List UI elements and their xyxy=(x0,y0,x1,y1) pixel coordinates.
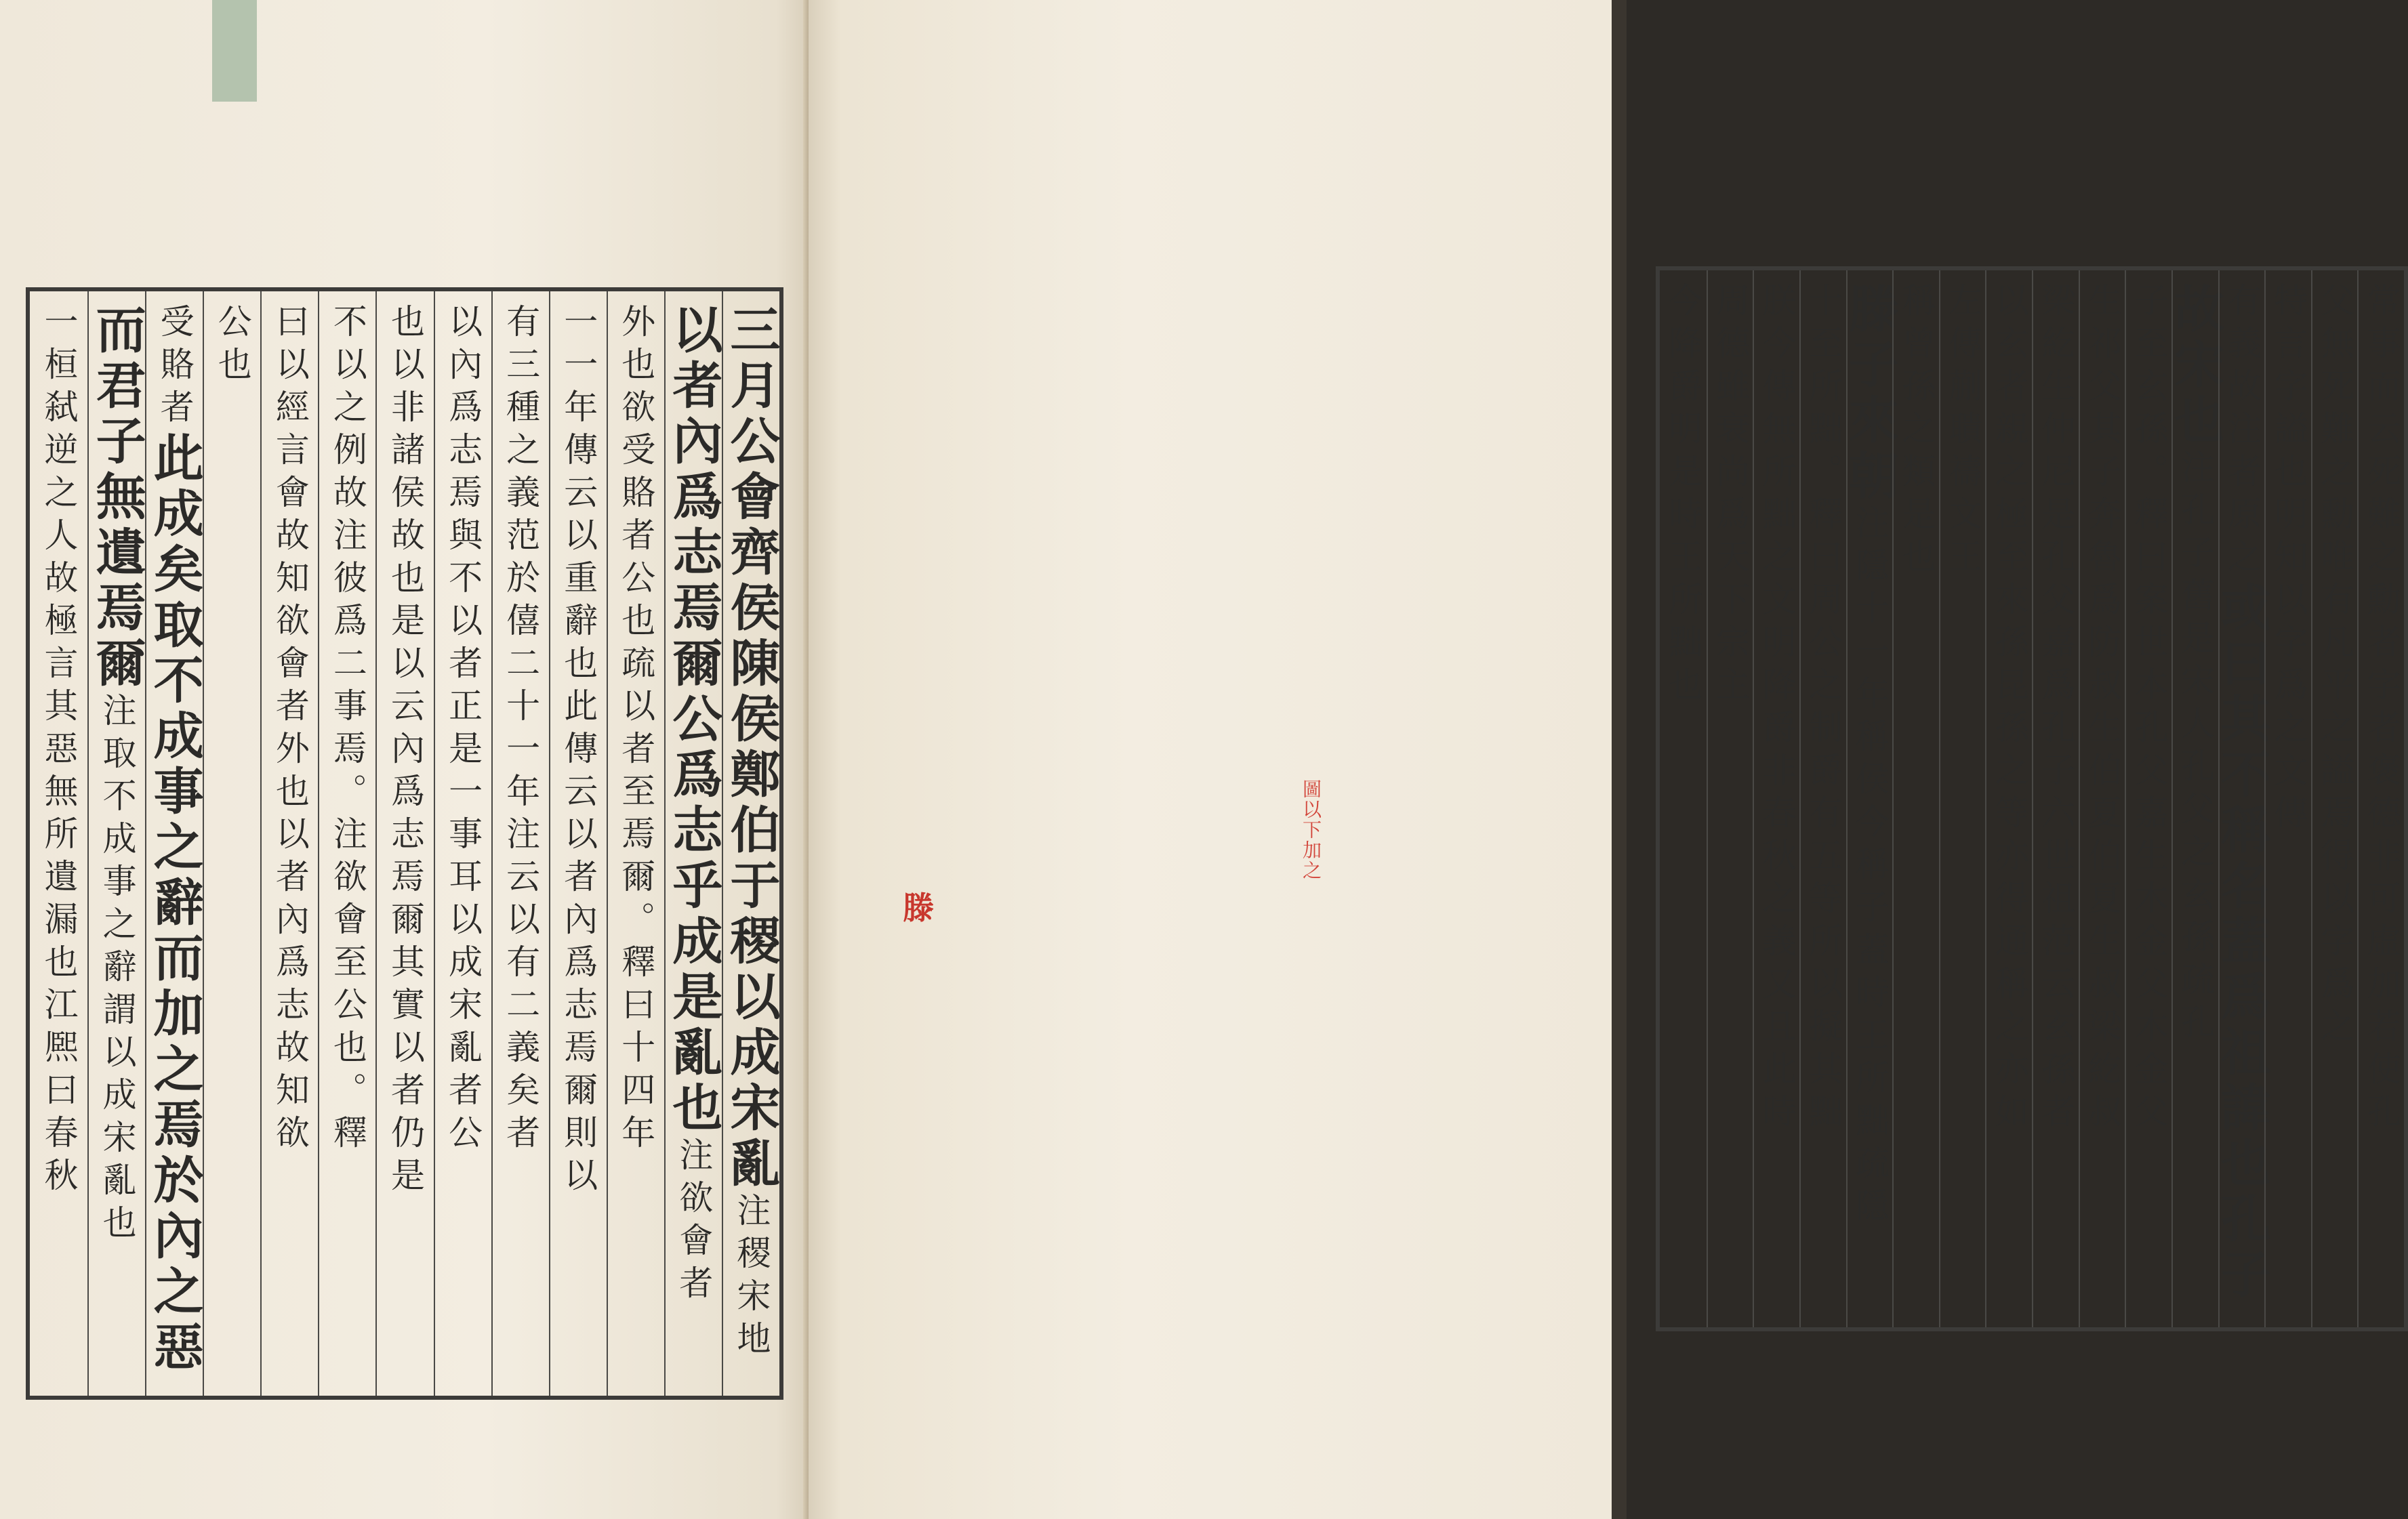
text-column xyxy=(549,291,607,1396)
text-column xyxy=(434,291,491,1396)
text-column xyxy=(2079,270,2125,1327)
text-column xyxy=(2032,270,2079,1327)
column-text: 梁紇生仲尼是孔父嘉爲孔子六世祖范云玄孫者 xyxy=(2036,283,2076,1136)
column-text: 也以非諸侯故也是以云內爲志焉爾其實以者仍是 xyxy=(385,304,425,1200)
text-column xyxy=(375,291,433,1396)
column-text: 常事而云死難之勳者字者褒德非可虛加若使孔 xyxy=(2361,283,2401,1136)
text-column xyxy=(30,291,87,1396)
column-text: 曰以經言會故知欲會者外也以者內爲志故知欲 xyxy=(270,304,310,1157)
column-text: 以內爲志焉與不以者正是一事耳以成宋亂者公 xyxy=(443,304,483,1157)
column-text: 不以之例故注彼爲二事焉。注欲會至公也。釋 xyxy=(327,304,367,1157)
column-text: 特言字謚也明知以字爲之文傳 xyxy=(2268,283,2308,837)
column-text: 三月公會齊侯陳侯鄭伯于稷以成宋亂注稷宋地 xyxy=(722,304,781,1363)
column-text: 父無死難之勳唯有凡平之謚焉得以字爲之 xyxy=(2315,283,2355,1051)
text-column xyxy=(607,291,664,1396)
text-column xyxy=(1939,270,1986,1327)
column-text: 有三種之義范於僖二十一年注云以有二義矣者 xyxy=(501,304,541,1157)
text-column xyxy=(1985,270,2032,1327)
text-column xyxy=(1753,270,1799,1327)
column-text: 稱曾孫之類是也 xyxy=(1896,283,1936,581)
text-column xyxy=(1892,270,1939,1327)
column-text: 而君子無遺焉爾注取不成事之辭謂以成宋亂也 xyxy=(87,304,146,1247)
text-column xyxy=(1840,270,1899,1327)
text-column xyxy=(2357,270,2404,1327)
column-text: 受賂者此成矣取不成事之辭而加之焉於內之惡 xyxy=(145,304,204,1376)
column-text: 十至所黜。釋曰周公之制爵有五等所以擬其黜 xyxy=(1803,283,1843,1136)
text-column xyxy=(664,291,722,1396)
text-column xyxy=(1707,270,1753,1327)
text-column xyxy=(2264,270,2311,1327)
column-text: 周德雖衰尚爲天下宗主 xyxy=(1710,283,1750,709)
text-column xyxy=(491,291,549,1396)
red-annotation: 圖以下加之 xyxy=(1300,779,1322,881)
left-text-frame xyxy=(26,287,783,1400)
column-text: 左傳蒯聵禱文王 xyxy=(1943,283,1983,581)
text-column xyxy=(1660,270,1707,1327)
column-text: 故宋也注孔子舊是宋人孔父之玄孫疏孔 xyxy=(2166,283,2225,1047)
right-text-frame xyxy=(1656,266,2408,1331)
bookmark-tab xyxy=(212,0,257,102)
column-text: 有義故注者原之或曰其不稱名蓋爲祖諱也孔子 xyxy=(2212,283,2271,1304)
text-column xyxy=(145,291,203,1396)
column-text: 子至玄孫。釋曰案世本孔父嘉生木金父木金父 xyxy=(2129,283,2169,1136)
column-text: 公也 xyxy=(212,304,252,389)
page-edge xyxy=(1612,0,1627,1519)
text-column xyxy=(260,291,318,1396)
column-text: 以者內爲志焉爾公爲志乎成是亂也注欲會者 xyxy=(664,304,723,1308)
text-column xyxy=(87,291,145,1396)
column-text: 朕今傳無所黜之文明降爵非春秋之義又且此時 xyxy=(1757,283,1797,1136)
column-text: 一一年傳云以重辭也此傳云以者內爲志焉爾則以 xyxy=(558,304,598,1200)
right-page xyxy=(809,0,2401,1519)
text-column xyxy=(722,291,779,1396)
column-text: 滕子來朝注隱十一年稱侯今稱子蓋時王所黜疏隱 xyxy=(1840,283,1899,1230)
text-column xyxy=(2212,270,2271,1327)
column-text: 以玄者親之極至來孫昆孫之等亦得通稱之亦如 xyxy=(1989,283,2029,1136)
text-column xyxy=(203,291,260,1396)
column-text: 生祁父其子奔魯爲防叔生伯夏伯夏生叔梁紇叔 xyxy=(2082,283,2122,1136)
text-column xyxy=(2311,270,2358,1327)
column-text: 外也欲受賂者公也疏以者至焉爾。釋曰十四年 xyxy=(616,304,656,1157)
column-text: 一桓弑逆之人故極言其惡無所遺漏也江熈曰春秋 xyxy=(39,304,79,1200)
left-page xyxy=(0,0,809,1519)
text-column xyxy=(318,291,375,1396)
column-text: 今降爵明是時王所黜也 xyxy=(1663,283,1703,709)
red-seal: 滕 xyxy=(903,890,934,926)
